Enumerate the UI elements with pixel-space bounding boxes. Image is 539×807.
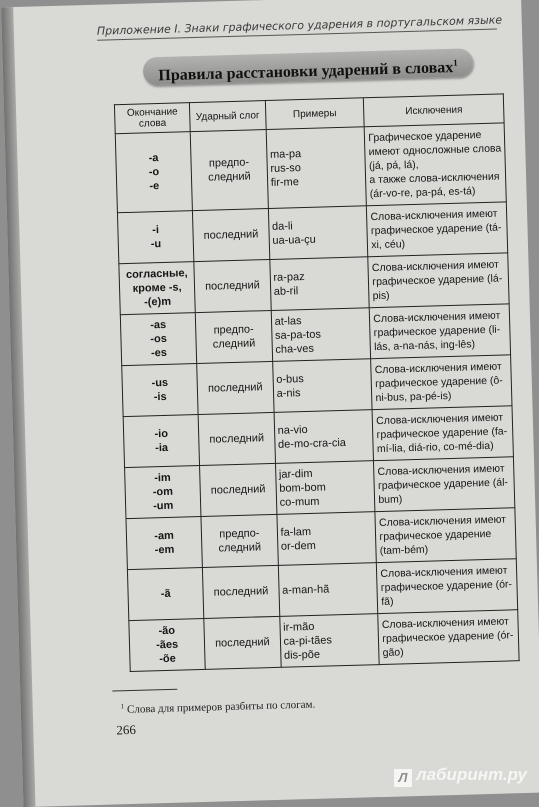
labirint-logo-icon: Л <box>394 769 412 787</box>
ending-cell <box>119 262 196 315</box>
ending-text: -(e)m <box>143 295 172 309</box>
stressed-syllable-cell <box>204 616 281 669</box>
header-exceptions: Исключения <box>364 94 504 127</box>
ending-text: -a <box>148 152 159 165</box>
ending-text: -as <box>150 318 167 332</box>
examples-cell <box>278 563 378 617</box>
header-stressed-syllable: Ударный слог <box>190 101 266 132</box>
stressed-syllable-text: последний <box>214 636 270 650</box>
table-title-banner <box>143 48 474 85</box>
examples-cell <box>275 461 375 515</box>
stressed-syllable-text: предпо- следний <box>207 156 251 184</box>
ending-text: -io <box>154 427 169 441</box>
watermark-text: лабиринт.ру <box>416 765 527 784</box>
table-title-footnote-mark: 1 <box>452 57 458 68</box>
table-title: Правила расстановки ударений в словах <box>158 59 454 85</box>
exceptions-cell <box>375 508 516 563</box>
examples-cell <box>271 308 371 362</box>
ending-text: -e <box>149 180 160 193</box>
ending-text: -ia <box>155 441 169 455</box>
stress-rules-table <box>114 93 520 672</box>
stressed-syllable-cell <box>198 412 275 465</box>
ending-text: -u <box>150 238 162 251</box>
example-word: co-mum <box>279 495 320 509</box>
ending-text: -es <box>150 346 168 360</box>
exceptions-text: Слова-исключения имеют графическое ударение (ô-ni-bus, pa-pé-is) <box>374 360 503 405</box>
ending-text: -ães <box>155 638 179 652</box>
example-word: rus-so <box>270 162 302 175</box>
ending-cell <box>122 364 199 417</box>
example-word: dis-põe <box>283 648 321 662</box>
exceptions-text: Слова-исключения имеют графическое ударение (tam-bém) <box>378 513 507 558</box>
examples-cell <box>277 512 377 566</box>
stressed-syllable-text: последний <box>203 228 259 242</box>
exceptions-cell <box>367 202 508 257</box>
exceptions-cell <box>377 559 518 614</box>
stressed-syllable-cell <box>201 514 278 567</box>
exceptions-text: Слова-исключения имеют графическое ударение (tá-xi, céu) <box>370 207 502 252</box>
example-word: da-li <box>271 220 293 233</box>
example-word: sa-pa-tos <box>274 328 322 342</box>
watermark <box>394 765 527 787</box>
ending-text: кроме -s, <box>132 281 182 295</box>
ending-cell <box>117 211 194 264</box>
ending-text: -os <box>150 332 168 346</box>
ending-text: -ã <box>160 587 171 601</box>
examples-cell <box>274 410 374 464</box>
example-word: ab-ril <box>273 285 299 298</box>
footnote-rule <box>112 689 177 692</box>
ending-cell <box>115 132 192 213</box>
footnote-mark: 1 <box>120 702 125 711</box>
ending-text: -is <box>153 390 167 404</box>
example-word: ma-pa <box>269 148 302 161</box>
ending-text: -am <box>154 529 175 543</box>
ending-cell <box>125 466 202 519</box>
stressed-syllable-text: предпо- следний <box>212 323 256 351</box>
exceptions-cell <box>364 123 506 206</box>
ending-text: -em <box>154 543 175 557</box>
example-word: cha-ves <box>275 342 315 356</box>
ending-text: -om <box>152 485 174 499</box>
example-word: o-bus <box>276 373 304 386</box>
stressed-syllable-cell <box>195 310 272 363</box>
example-word: a-man-hã <box>282 583 330 597</box>
ending-text: -o <box>148 166 160 179</box>
stressed-syllable-text: последний <box>209 432 265 446</box>
examples-cell <box>279 614 379 668</box>
exceptions-cell <box>368 253 509 308</box>
stressed-syllable-cell <box>200 463 277 516</box>
exceptions-cell <box>372 406 513 461</box>
example-word: ca-pi-tães <box>283 634 333 648</box>
example-word: de-mo-cra-cia <box>277 436 347 451</box>
exceptions-text: Графическое ударение имеют односложные слова (já, pá, lá), а также слова-исключения (ár-vo-re, pa-pá, es-tá) <box>368 129 502 201</box>
example-word: bom-bom <box>279 481 326 495</box>
ending-cell <box>129 618 206 671</box>
header-examples: Примеры <box>265 98 364 130</box>
exceptions-cell <box>370 304 511 359</box>
stressed-syllable-cell <box>194 259 271 312</box>
ending-text: -im <box>154 471 171 485</box>
example-word: at-las <box>274 315 302 328</box>
exceptions-text: Слова-исключения имеют графическое ударение (lá-pis) <box>371 258 503 303</box>
example-word: fir-me <box>270 176 300 189</box>
stressed-syllable-cell <box>197 361 274 414</box>
example-word: jar-dim <box>278 467 313 481</box>
example-word: fa-lam <box>280 525 312 539</box>
examples-cell <box>269 257 369 311</box>
book-page <box>1 0 539 807</box>
stressed-syllable-cell <box>203 565 280 618</box>
book-spine-shadow <box>1 7 35 807</box>
exceptions-text: Слова-исключения имеют графическое ударение (ór-gão) <box>381 615 514 659</box>
ending-text: -um <box>153 499 174 513</box>
footnote <box>121 697 316 716</box>
stressed-syllable-text: предпо- следний <box>218 527 262 555</box>
exceptions-cell <box>374 457 515 512</box>
ending-text: -õe <box>159 652 176 666</box>
ending-text: -ão <box>158 624 176 638</box>
ending-cell <box>120 313 197 366</box>
ending-cell <box>126 516 203 569</box>
example-word: ua-ua-çu <box>272 233 316 247</box>
examples-cell <box>268 206 368 260</box>
exceptions-cell <box>378 610 519 665</box>
exceptions-text: Слова-исключения имеют графическое ударение (fa-mí-lia, diá-rio, co-mé-dia) <box>376 411 508 456</box>
examples-cell <box>272 359 372 413</box>
footnote-text: Слова для примеров разбиты по слогам. <box>126 698 316 716</box>
example-word: a-nis <box>276 387 301 400</box>
stressed-syllable-text: последний <box>210 483 266 497</box>
example-word: ir-mão <box>283 620 315 634</box>
stressed-syllable-text: последний <box>207 381 263 395</box>
header-ending: Окончание слова <box>114 103 190 134</box>
running-head: Приложение I. Знаки графического ударения в португальском языке <box>97 14 497 41</box>
examples-cell <box>266 127 367 209</box>
exceptions-text: Слова-исключения имеют графическое ударение (li-lás, a-na-nás, ing-lês) <box>373 309 501 354</box>
exceptions-cell <box>371 355 512 410</box>
page-number: 266 <box>116 721 137 738</box>
example-word: na-vio <box>277 423 308 437</box>
ending-text: -i <box>152 224 160 237</box>
exceptions-text: Слова-исключения имеют графическое ударение (ór-fã) <box>380 564 513 609</box>
stressed-syllable-cell <box>193 209 270 262</box>
table-body <box>115 123 519 672</box>
table-row <box>129 610 519 672</box>
exceptions-text: Слова-исключения имеют графическое ударение (ál-bum) <box>377 462 509 507</box>
ending-text: -us <box>151 376 169 390</box>
example-word: ra-paz <box>273 271 305 284</box>
ending-cell <box>127 567 204 620</box>
stressed-syllable-cell <box>190 130 268 211</box>
ending-text: согласные, <box>125 267 188 282</box>
ending-cell <box>123 415 200 468</box>
table-row <box>115 123 506 213</box>
stressed-syllable-text: последний <box>204 279 260 293</box>
stressed-syllable-text: последний <box>213 585 269 599</box>
example-word: or-dem <box>280 539 316 553</box>
